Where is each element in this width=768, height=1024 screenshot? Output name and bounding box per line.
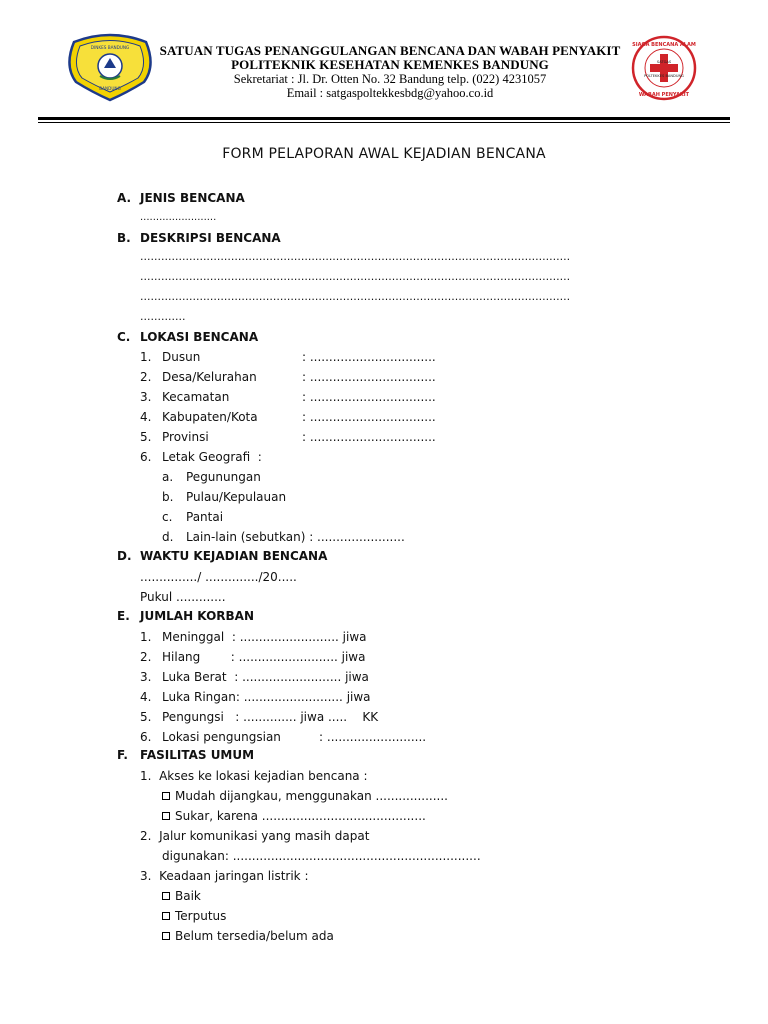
org-address: Sekretariat : Jl. Dr. Otten No. 32 Bandung telp. (022) 4231057 bbox=[233, 72, 547, 86]
section-e-letter: E. bbox=[117, 609, 130, 623]
victim-row[interactable]: Hilang : .......................... jiwa bbox=[162, 650, 366, 664]
geo-option[interactable]: Pantai bbox=[186, 510, 224, 524]
section-f-letter: F. bbox=[117, 748, 128, 762]
victim-row[interactable]: Meninggal : .......................... jiwa bbox=[162, 630, 367, 644]
geo-letter: c. bbox=[162, 510, 173, 524]
section-c-letter: C. bbox=[117, 330, 131, 344]
org-line-1: SATUAN TUGAS PENANGGULANGAN BENCANA DAN WABAH PENYAKIT bbox=[159, 43, 621, 58]
location-num: 1. bbox=[140, 350, 152, 364]
location-value[interactable]: : ................................. bbox=[302, 370, 436, 384]
victim-row[interactable]: Luka Berat : .......................... jiwa bbox=[162, 670, 369, 684]
victim-row[interactable]: Pengungsi : .............. jiwa ..... KK bbox=[162, 710, 379, 724]
event-time-field[interactable]: Pukul ............. bbox=[140, 590, 226, 604]
section-b-title: DESKRIPSI BENCANA bbox=[140, 231, 281, 245]
section-f-title: FASILITAS UMUM bbox=[140, 748, 255, 762]
section-a-title: JENIS BENCANA bbox=[140, 191, 245, 205]
section-d-letter: D. bbox=[117, 549, 132, 563]
location-value[interactable]: : ................................. bbox=[302, 430, 436, 444]
victim-num: 4. bbox=[140, 690, 152, 704]
location-num: 3. bbox=[140, 390, 152, 404]
location-num: 2. bbox=[140, 370, 152, 384]
geo-option[interactable]: Lain-lain (sebutkan) : ....................... bbox=[186, 530, 405, 544]
location-label: Letak Geografi : bbox=[162, 450, 262, 464]
header-rule-thin bbox=[38, 122, 730, 123]
section-a-letter: A. bbox=[117, 191, 132, 205]
geo-option[interactable]: Pegunungan bbox=[186, 470, 261, 484]
location-label: Kabupaten/Kota bbox=[162, 410, 258, 424]
location-value[interactable]: : ................................. bbox=[302, 410, 436, 424]
location-label: Provinsi bbox=[162, 430, 209, 444]
location-value[interactable]: : ................................. bbox=[302, 390, 436, 404]
location-num: 5. bbox=[140, 430, 152, 444]
right-logo-inner-text-1: SATGAS bbox=[656, 60, 672, 64]
access-option-label: Sukar, karena ........................................... bbox=[175, 809, 426, 823]
geo-letter: a. bbox=[162, 470, 174, 484]
electricity-option-label: Belum tersedia/belum ada bbox=[175, 929, 334, 943]
geo-letter: b. bbox=[162, 490, 174, 504]
section-c-title: LOKASI BENCANA bbox=[140, 330, 259, 344]
electricity-option-label: Terputus bbox=[175, 909, 227, 923]
location-label: Desa/Kelurahan bbox=[162, 370, 257, 384]
victim-num: 1. bbox=[140, 630, 152, 644]
section-a-blank[interactable]: ........................ bbox=[140, 212, 217, 223]
checkbox-icon[interactable] bbox=[162, 792, 170, 800]
left-logo-top-text: DINKES BANDUNG bbox=[90, 45, 130, 50]
checkbox-icon[interactable] bbox=[162, 812, 170, 820]
access-option[interactable] bbox=[162, 809, 426, 823]
location-num: 6. bbox=[140, 450, 152, 464]
left-logo-bottom-text: BANDUNG bbox=[99, 86, 121, 91]
checkbox-icon[interactable] bbox=[162, 912, 170, 920]
section-d-title: WAKTU KEJADIAN BENCANA bbox=[140, 549, 328, 563]
description-line[interactable]: ........................................................................................................................... bbox=[140, 290, 571, 303]
description-line[interactable]: ............. bbox=[140, 310, 186, 323]
checkbox-icon[interactable] bbox=[162, 932, 170, 940]
location-label: Dusun bbox=[162, 350, 201, 364]
right-logo-inner-text-2: POLTEKKES BANDUNG bbox=[644, 74, 684, 78]
facility-question-3: 3. Keadaan jaringan listrik : bbox=[140, 869, 309, 883]
facility-question-2: 2. Jalur komunikasi yang masih dapat bbox=[140, 829, 370, 843]
facility-question-1: 1. Akses ke lokasi kejadian bencana : bbox=[140, 769, 368, 783]
section-b-letter: B. bbox=[117, 231, 131, 245]
header-rule-thick bbox=[38, 117, 730, 120]
satgas-logo bbox=[630, 34, 698, 102]
electricity-option[interactable] bbox=[162, 909, 226, 923]
communication-field[interactable]: digunakan: ................................................................. bbox=[162, 849, 481, 863]
location-label: Kecamatan bbox=[162, 390, 230, 404]
access-option[interactable] bbox=[162, 789, 448, 803]
org-email: Email : satgaspoltekkesbdg@yahoo.co.id bbox=[286, 86, 494, 100]
description-line[interactable]: ........................................................................................................................... bbox=[140, 250, 571, 263]
victim-row[interactable]: Lokasi pengungsian : .......................... bbox=[162, 730, 427, 744]
victim-num: 6. bbox=[140, 730, 152, 744]
description-line[interactable]: ........................................................................................................................... bbox=[140, 270, 571, 283]
poltekkes-logo bbox=[64, 30, 156, 102]
section-e-title: JUMLAH KORBAN bbox=[140, 609, 254, 623]
victim-num: 2. bbox=[140, 650, 152, 664]
victim-num: 3. bbox=[140, 670, 152, 684]
org-line-2: POLITEKNIK KESEHATAN KEMENKES BANDUNG bbox=[231, 57, 549, 72]
electricity-option[interactable] bbox=[162, 929, 334, 943]
form-title: FORM PELAPORAN AWAL KEJADIAN BENCANA bbox=[222, 146, 546, 162]
electricity-option[interactable] bbox=[162, 889, 201, 903]
right-logo-ring-text: SIAGA BENCANA ALAM bbox=[632, 42, 696, 48]
geo-option[interactable]: Pulau/Kepulauan bbox=[186, 490, 287, 504]
geo-letter: d. bbox=[162, 530, 174, 544]
victim-row[interactable]: Luka Ringan: .......................... jiwa bbox=[162, 690, 371, 704]
event-date-field[interactable]: .............../ ............../20..... bbox=[140, 570, 297, 584]
right-logo-bottom-text: WABAH PENYAKIT bbox=[638, 92, 690, 98]
location-value[interactable]: : ................................. bbox=[302, 350, 436, 364]
victim-num: 5. bbox=[140, 710, 152, 724]
electricity-option-label: Baik bbox=[175, 889, 201, 903]
checkbox-icon[interactable] bbox=[162, 892, 170, 900]
location-num: 4. bbox=[140, 410, 152, 424]
access-option-label: Mudah dijangkau, menggunakan ................... bbox=[175, 789, 448, 803]
